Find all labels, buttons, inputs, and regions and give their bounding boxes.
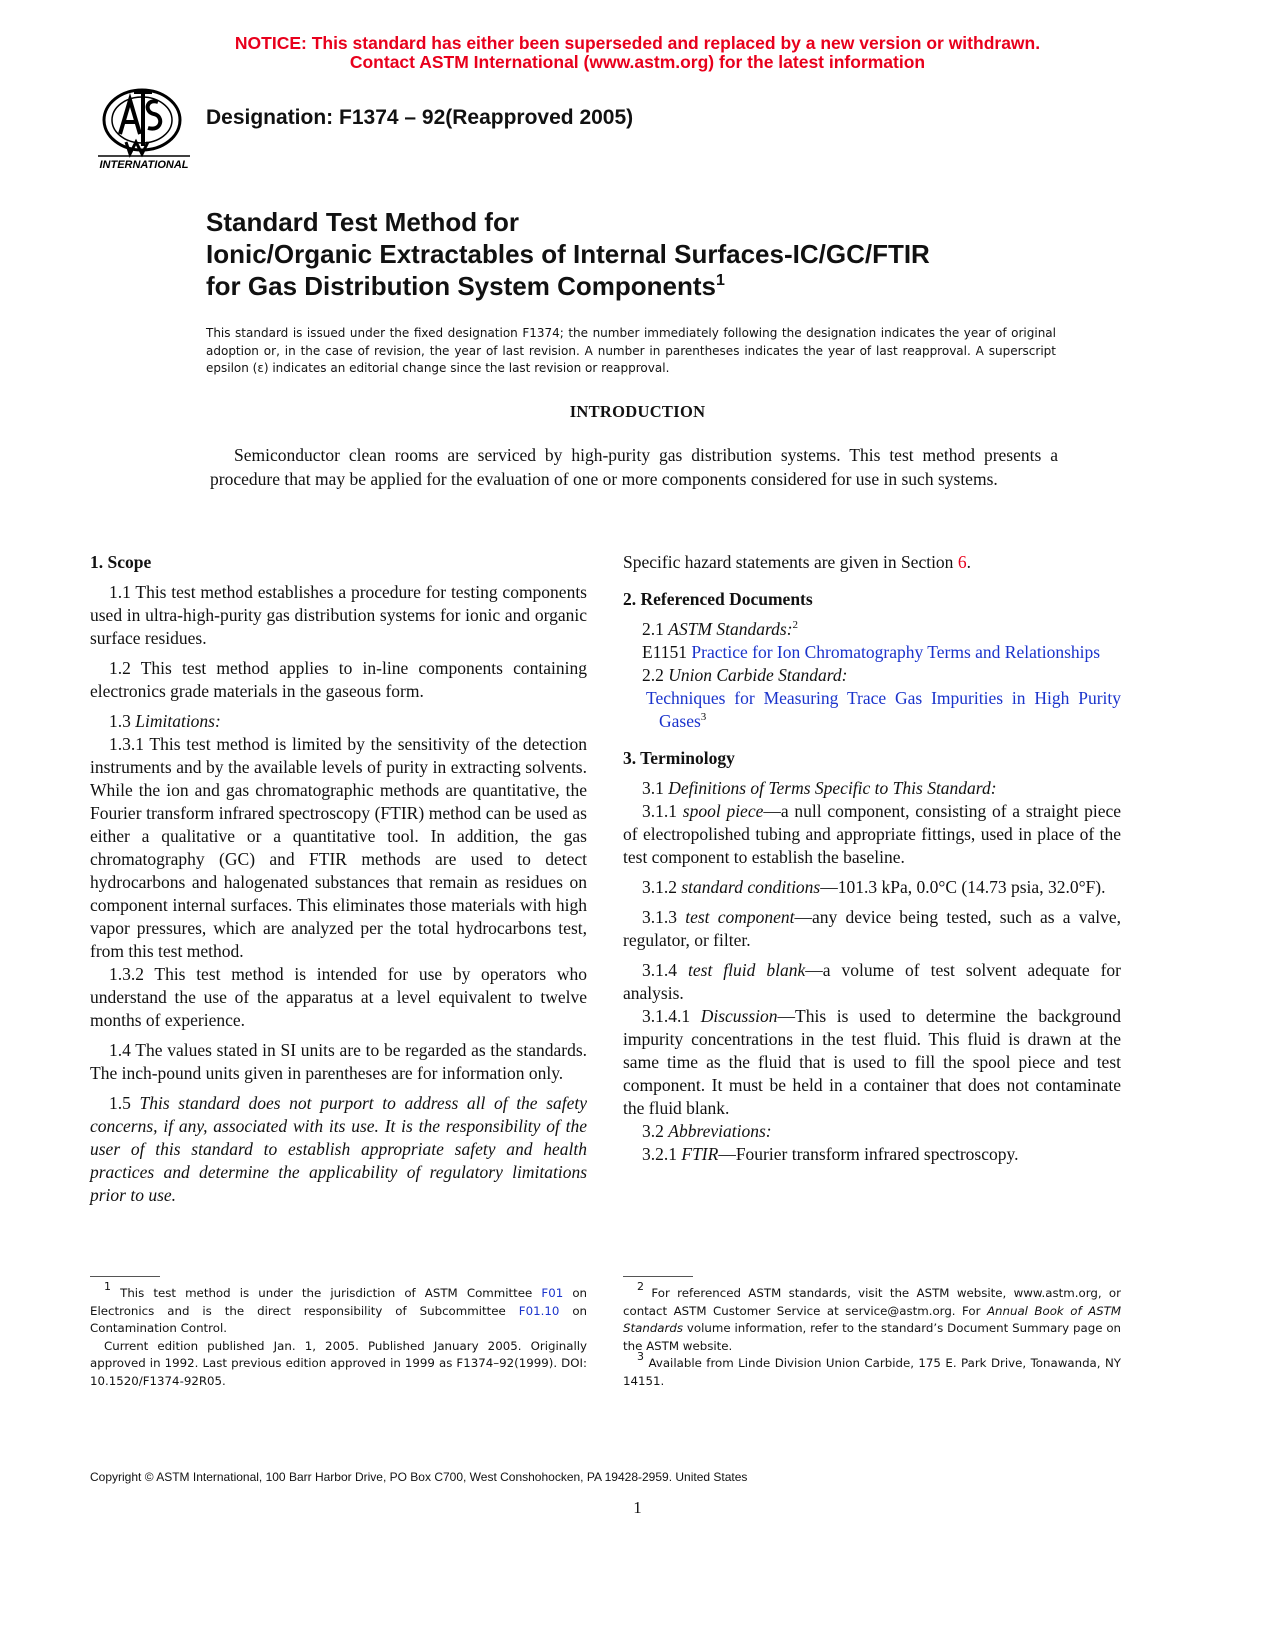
term-3-1-4-1: 3.1.4.1 Discussion—This is used to determine the background impurity concentrations in the test fluid. This fluid is drawn at the same time as the fluid that is used to fill the spool piece and test component. It must be held in a container that does not contaminate the fluid blank. — [623, 1006, 1121, 1118]
terminology-heading: 3. Terminology — [623, 748, 735, 768]
para-1-3-1: 1.3.1 This test method is limited by the sensitivity of the detection instruments and by the available levels of purity in extracting solvents. While the ion and gas chromatographic methods are quantitative, the Fourier transform infrared spectroscopy (FTIR) method can be used as either a qualitative or a quantitative tool. In addition, the gas chromatography (GC) and FTIR methods are used to detect hydrocarbons and halogenated substances that remain as residues on component internal surfaces. This eliminates those materials with high vapor pressures, which are analyzed per the total hydrocarbons test, from this test method. — [90, 734, 587, 961]
term-3-1-3: 3.1.3 test component—any device being tested, such as a valve, regulator, or filter. — [623, 907, 1122, 950]
para-1-5-continued: Specific hazard statements are given in Section 6. — [623, 552, 971, 572]
copyright-line: Copyright © ASTM International, 100 Barr Harbor Drive, PO Box C700, West Conshohocken, PA 19428-2959. United States — [90, 1470, 748, 1484]
footnote-1: $^1$ This test method is under the jurisdiction of ASTM Committee F01 on Electronics and is the direct responsibility of Subcommittee F01.10 on Contamination Control. — [90, 1280, 588, 1335]
supersession-notice — [0, 34, 1275, 72]
title-line-3: for Gas Distribution System Components$^1$ — [206, 271, 725, 301]
title-line-2: Ionic/Organic Extractables of Internal Surfaces-IC/GC/FTIR — [206, 239, 930, 269]
notice-line-1: NOTICE: This standard has either been superseded and replaced by a new version or withdrawn. — [234, 33, 1041, 53]
ref-e1151-link[interactable]: Practice for Ion Chromatography Terms and Relationships — [691, 642, 1101, 662]
right-column — [623, 551, 1121, 1166]
title-line-1: Standard Test Method for — [206, 207, 519, 237]
footnote-3: $^3$ Available from Linde Division Union Carbide, 175 E. Park Drive, Tonawanda, NY 14151. — [623, 1350, 1122, 1388]
term-3-1-2: 3.1.2 standard conditions—101.3 kPa, 0.0°C (14.73 psia, 32.0°F). — [642, 877, 1106, 897]
footnote-2-mark[interactable]: 2 — [792, 619, 799, 631]
referenced-documents-heading: 2. Referenced Documents — [623, 589, 813, 609]
para-1-5: 1.5 This standard does not purport to address all of the safety concerns, if any, associated with its use. It is the responsibility of the user of this standard to establish appropriate safety and health practices and determine the applicability of regulatory limitations prior to use. — [90, 1093, 588, 1205]
para-2-2: 2.2 Union Carbide Standard: — [642, 665, 848, 685]
footnotes-left — [90, 1280, 588, 1390]
ref-union-carbide-link[interactable]: Techniques for Measuring Trace Gas Impurities in High Purity Gases — [646, 688, 1121, 731]
footnotes-right — [623, 1280, 1122, 1390]
ref-e1151: E1151 Practice for Ion Chromatography Terms and Relationships — [642, 642, 1101, 662]
footnote-3-mark[interactable]: 3 — [700, 711, 707, 723]
section-6-link[interactable]: 6 — [957, 552, 967, 572]
ref-union-carbide — [623, 687, 1121, 733]
footnote-1-edition: Current edition published Jan. 1, 2005. Published January 2005. Originally approved in 1992. Last previous edition approved in 1999 as F1374–92(1999). DOI: 10.1520/F1374-92R05. — [90, 1338, 587, 1388]
page-number: 1 — [633, 1498, 642, 1517]
notice-line-2: Contact ASTM International (www.astm.org) for the latest information — [349, 52, 926, 72]
issuance-note: This standard is issued under the fixed designation F1374; the number immediately following the designation indicates the year of original adoption or, in the case of revision, the year of last revision. A number in parentheses indicates the year of last reapproval. A superscript epsilon (ε) indicates an editorial change since the last revision or reapproval. — [206, 326, 1056, 375]
para-1-3: 1.3 Limitations: — [109, 711, 221, 731]
para-1-4: 1.4 The values stated in SI units are to be regarded as the standards. The inch-pound units given in parentheses are for information only. — [90, 1040, 587, 1083]
committee-f01-link[interactable]: F01 — [541, 1286, 564, 1300]
astm-logo-icon — [96, 82, 192, 174]
footnote-rule-right — [623, 1276, 693, 1277]
term-3-1-1: 3.1.1 spool piece—a null component, consisting of a straight piece of electropolished tubing and appropriate fittings, used in place of the test component to establish the baseline. — [623, 801, 1121, 867]
title-footnote-mark[interactable]: 1 — [715, 272, 725, 289]
introduction-heading: INTRODUCTION — [569, 402, 706, 421]
para-1-1: 1.1 This test method establishes a procedure for testing components used in ultra-high-purity gas distribution systems for ionic and organic surface residues. — [90, 582, 587, 648]
subcommittee-f01-10-link[interactable]: F01.10 — [518, 1303, 560, 1318]
para-3-2: 3.2 Abbreviations: — [642, 1121, 772, 1141]
logo-wordmark: INTERNATIONAL — [99, 159, 189, 171]
footnote-rule-left — [90, 1276, 160, 1277]
para-1-3-2: 1.3.2 This test method is intended for use by operators who understand the use of the apparatus at a level equivalent to twelve months of experience. — [90, 964, 587, 1030]
footnote-2: $^2$ For referenced ASTM standards, visit the ASTM website, www.astm.org, or contact ASTM Customer Service at service@astm.org. For Annual Book of ASTM Standards volume information, refer to the standard’s Document Summary page on the ASTM website. — [623, 1280, 1122, 1353]
para-3-1: 3.1 Definitions of Terms Specific to This Standard: — [642, 778, 997, 798]
document-title — [206, 206, 1166, 302]
left-column — [90, 551, 587, 1207]
designation: Designation: F1374 – 92(Reapproved 2005) — [206, 106, 634, 129]
introduction-body: Semiconductor clean rooms are serviced by high-purity gas distribution systems. This test method presents a procedure that may be applied for the evaluation of one or more components considered for use in such systems. — [210, 445, 1058, 489]
para-2-1: 2.1 ASTM Standards:$^2$ — [642, 619, 799, 639]
abbr-3-2-1: 3.2.1 FTIR—Fourier transform infrared spectroscopy. — [642, 1144, 1019, 1164]
term-3-1-4: 3.1.4 test fluid blank—a volume of test solvent adequate for analysis. — [623, 960, 1122, 1003]
para-1-2: 1.2 This test method applies to in-line components containing electronics grade materials in the gaseous form. — [90, 658, 587, 701]
scope-heading: 1. Scope — [90, 552, 152, 572]
